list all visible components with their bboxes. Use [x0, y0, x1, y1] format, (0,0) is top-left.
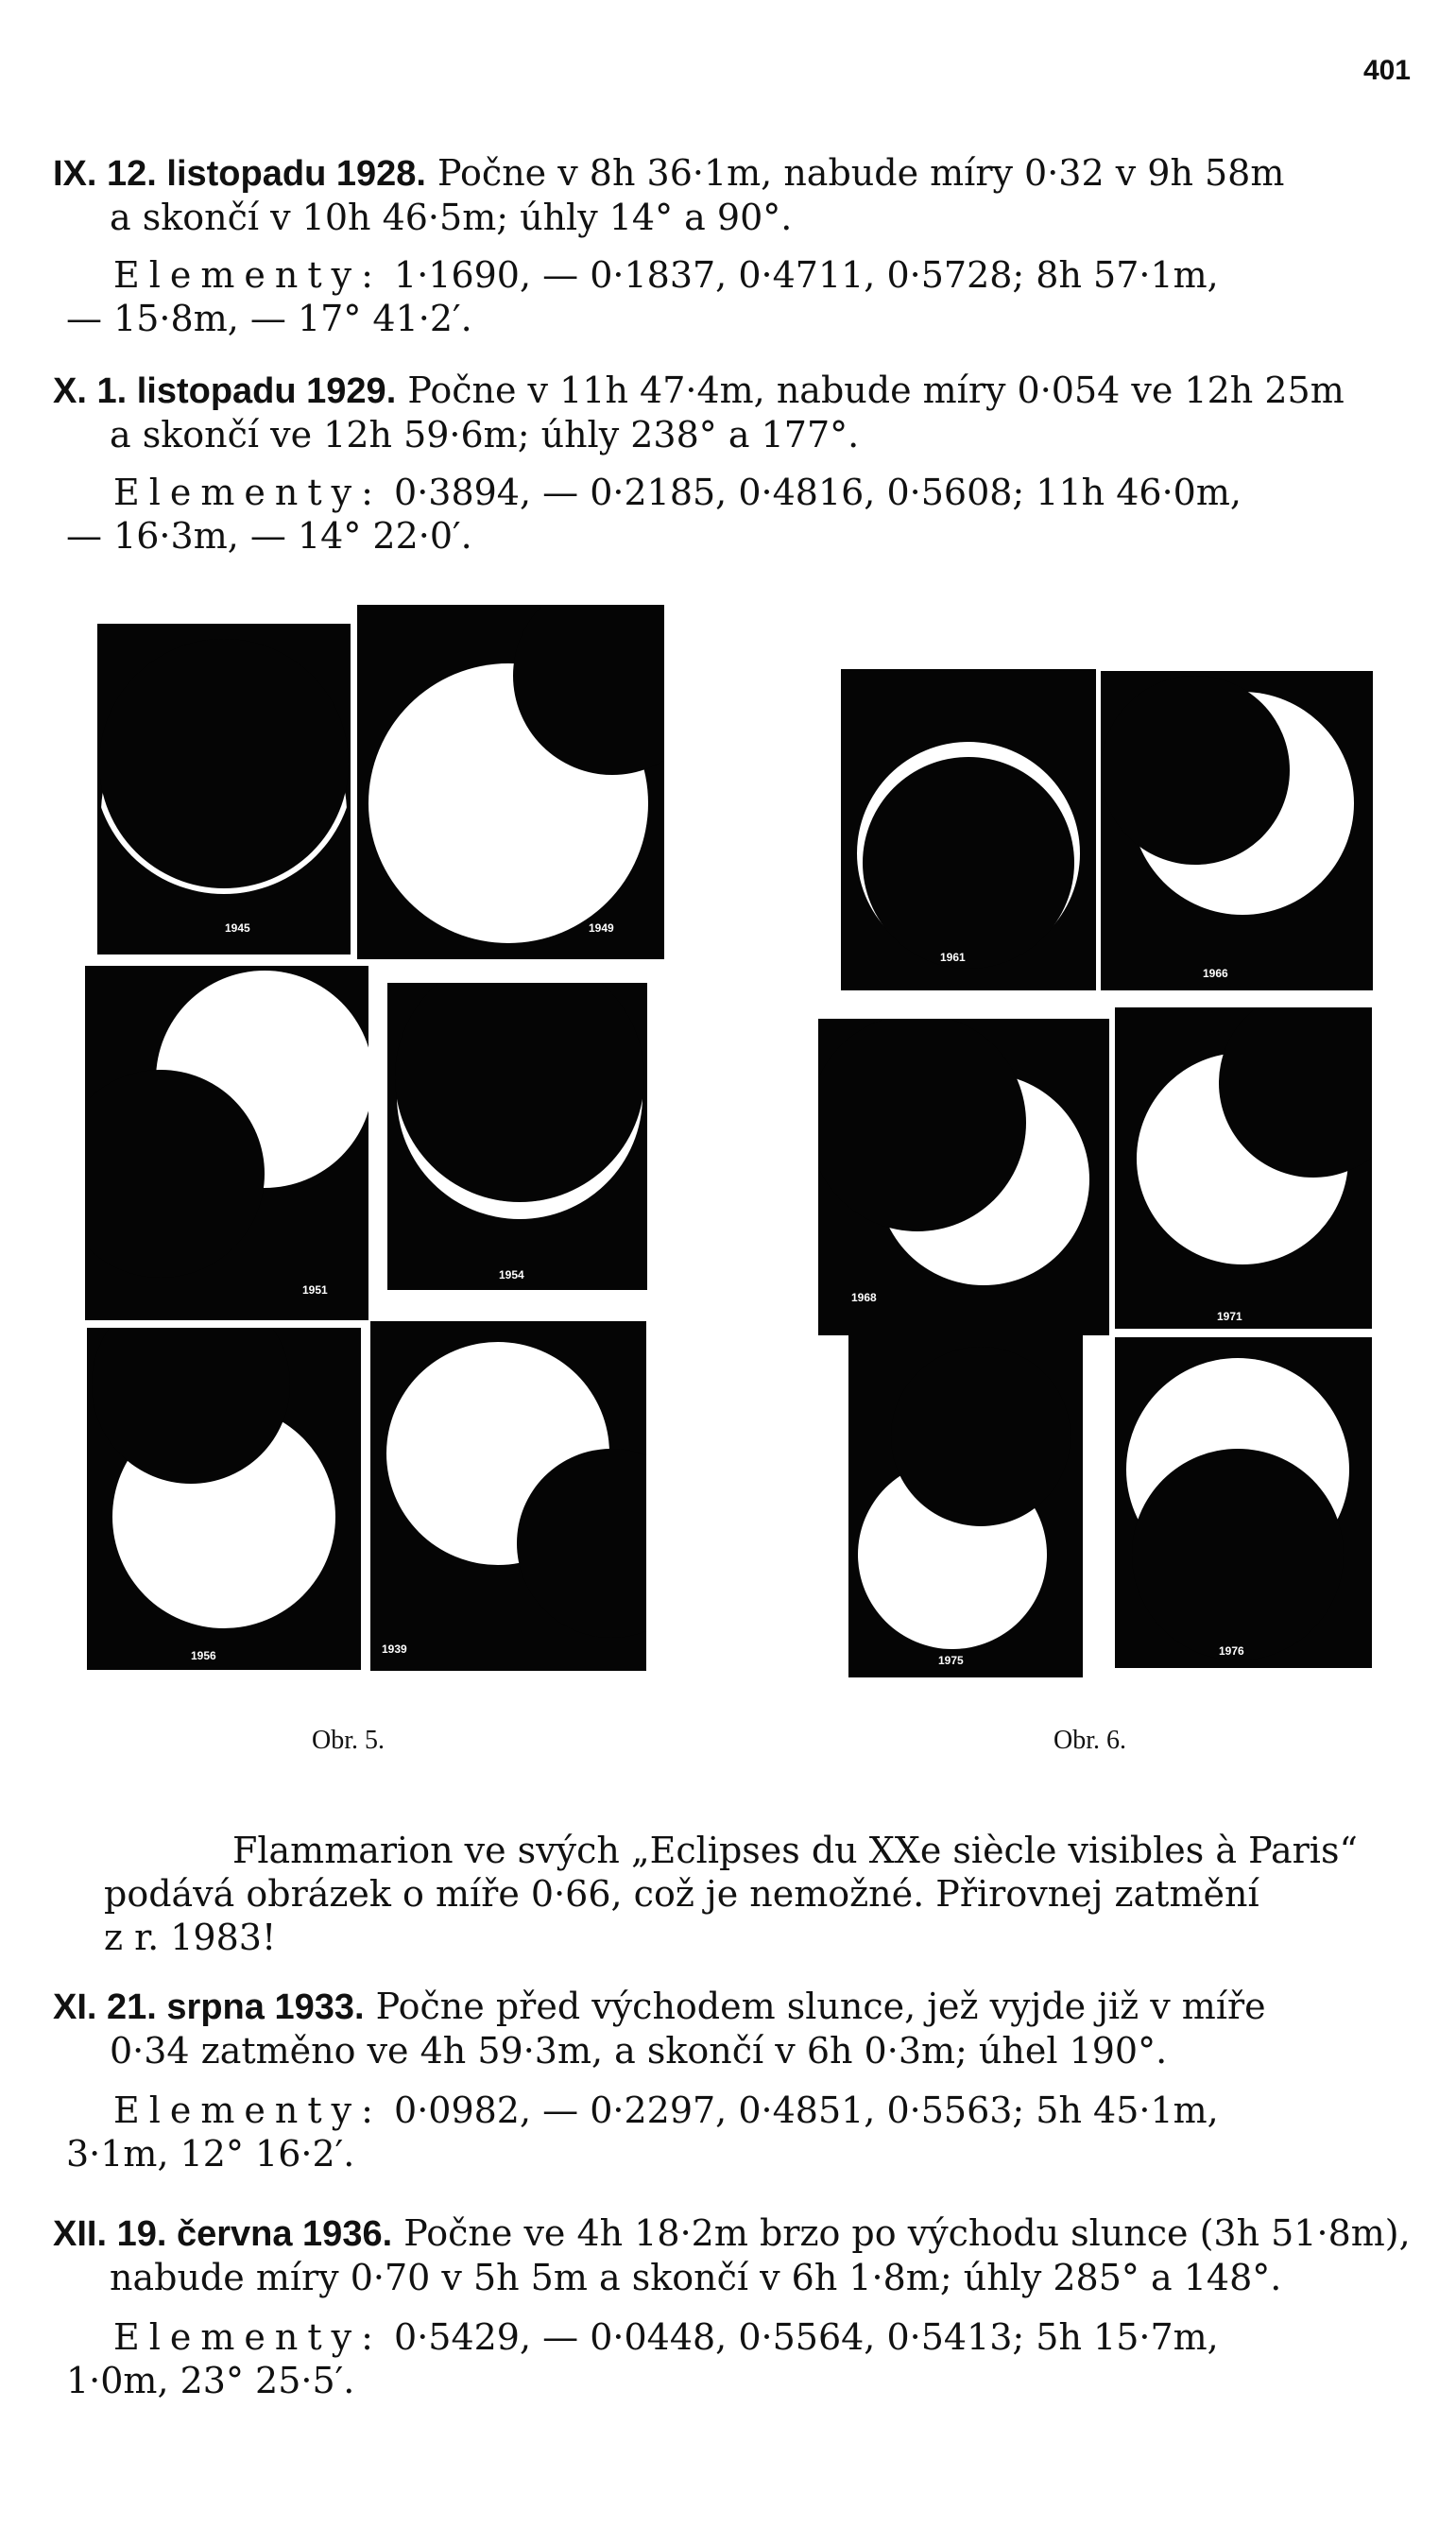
entry-line: Počne ve 4h 18·2m brzo po východu slunce (3h 51·8m), — [392, 2212, 1411, 2254]
elements-values: — 16·3m, — 14° 22·0′. — [66, 515, 472, 557]
elements-values: 0·0982, — 0·2297, 0·4851, 0·5563; 5h 45·1m, — [394, 2089, 1219, 2131]
eclipse-photo — [87, 1328, 361, 1670]
entry-head: IX. 12. listopadu 1928. — [53, 154, 426, 194]
elements-values: 1·1690, — 0·1837, 0·4711, 0·5728; 8h 57·1m, — [394, 254, 1219, 296]
entry-ix — [53, 151, 1413, 239]
eclipse-photo — [357, 605, 664, 959]
photo-year: 1975 — [938, 1654, 964, 1667]
elements-xii — [66, 2315, 1413, 2402]
flammarion-note — [104, 1829, 1413, 1959]
elements-label: Elementy: — [113, 2316, 383, 2358]
elements-label: Elementy: — [113, 254, 383, 296]
entry-head: XI. 21. srpna 1933. — [53, 1987, 365, 2027]
eclipse-photo — [818, 1019, 1109, 1335]
photo-year: 1976 — [1219, 1644, 1244, 1658]
note-line: Flammarion ve svých „Eclipses du XXe siècle visibles à Paris“ — [232, 1830, 1358, 1871]
eclipse-photo — [370, 1321, 646, 1671]
entry-line: Počne v 8h 36·1m, nabude míry 0·32 v 9h 58m — [425, 152, 1285, 194]
entry-line: 0·34 zatměno ve 4h 59·3m, a skončí v 6h 0·3m; úhel 190°. — [110, 2030, 1168, 2072]
elements-values: 0·5429, — 0·0448, 0·5564, 0·5413; 5h 15·7m, — [394, 2316, 1219, 2358]
elements-label: Elementy: — [113, 2089, 383, 2131]
eclipse-photo — [85, 966, 368, 1320]
elements-xi — [66, 2089, 1413, 2175]
elements-values: 0·3894, — 0·2185, 0·4816, 0·5608; 11h 46·0m, — [394, 472, 1242, 513]
entry-head: XII. 19. června 1936. — [53, 2214, 393, 2254]
photo-year: 1945 — [225, 921, 250, 935]
elements-values: — 15·8m, — 17° 41·2′. — [66, 298, 472, 339]
photo-year: 1949 — [589, 921, 614, 935]
figure-caption: Obr. 5. — [312, 1726, 385, 1755]
eclipse-photo — [1101, 671, 1373, 990]
elements-values: 1·0m, 23° 25·5′. — [66, 2360, 355, 2401]
photo-year: 1971 — [1217, 1310, 1242, 1323]
entry-line: Počne před východem slunce, jež vyjde již v míře — [364, 1986, 1266, 2027]
page-number: 401 — [1362, 55, 1411, 86]
entry-xii — [53, 2211, 1413, 2299]
entry-line: a skončí v 10h 46·5m; úhly 14° a 90°. — [110, 197, 793, 238]
note-line: podává obrázek o míře 0·66, což je nemožné. Přirovnej zatmění — [104, 1873, 1259, 1915]
entry-head: X. 1. listopadu 1929. — [53, 371, 397, 411]
elements-label: Elementy: — [113, 472, 383, 513]
eclipse-photo — [1115, 1007, 1372, 1329]
eclipse-photo — [97, 624, 351, 954]
elements-ix — [66, 253, 1413, 340]
figure-caption: Obr. 6. — [1053, 1726, 1126, 1755]
note-line: z r. 1983! — [104, 1917, 277, 1958]
entry-xi — [53, 1985, 1413, 2072]
eclipse-photo — [387, 983, 647, 1290]
photo-year: 1939 — [382, 1642, 407, 1656]
entry-line: a skončí ve 12h 59·6m; úhly 238° a 177°. — [110, 414, 860, 456]
eclipse-photo — [841, 669, 1096, 990]
photo-year: 1968 — [851, 1291, 877, 1304]
photo-year: 1966 — [1203, 967, 1228, 980]
photo-year: 1954 — [499, 1268, 524, 1281]
elements-x — [66, 471, 1413, 558]
eclipse-photo — [1115, 1337, 1372, 1668]
photo-year: 1951 — [302, 1283, 328, 1297]
photo-year: 1961 — [940, 951, 966, 964]
entry-line: Počne v 11h 47·4m, nabude míry 0·054 ve 12h 25m — [396, 370, 1345, 411]
elements-values: 3·1m, 12° 16·2′. — [66, 2133, 355, 2175]
eclipse-photo — [848, 1323, 1083, 1677]
entry-x — [53, 369, 1413, 456]
photo-year: 1956 — [191, 1649, 216, 1662]
entry-line: nabude míry 0·70 v 5h 5m a skončí v 6h 1·8m; úhly 285° a 148°. — [110, 2257, 1282, 2298]
